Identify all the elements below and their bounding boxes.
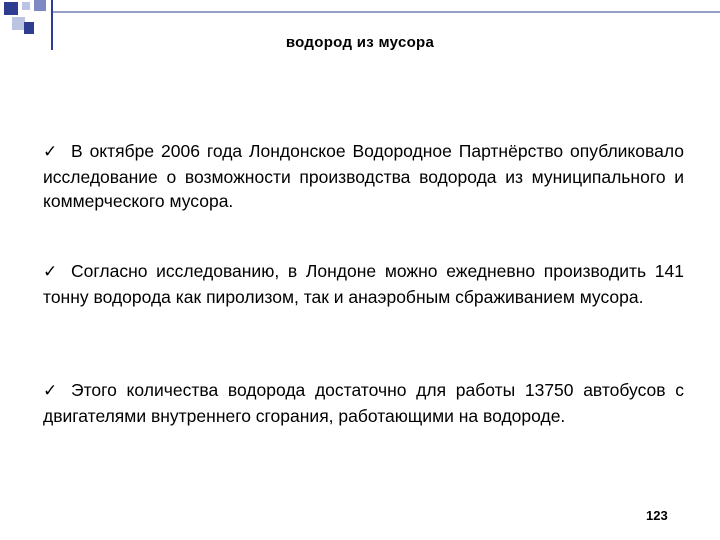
slide-title: водород из мусора — [285, 34, 435, 51]
bullet-item-1 — [43, 139, 684, 214]
check-icon: ✓ — [43, 262, 58, 282]
deco-square-2 — [22, 2, 30, 10]
page-number: 123 — [646, 508, 668, 523]
deco-square-1 — [4, 2, 18, 15]
bullet-text-2: Согласно исследованию, в Лондоне можно ежедневно производить 141 тонну водорода как пиролизом, так и анаэробным сбраживанием мусора. — [43, 261, 684, 307]
check-icon: ✓ — [43, 142, 58, 162]
bullet-item-3 — [43, 378, 684, 428]
bullet-text-3: Этого количества водорода достаточно для работы 13750 автобусов с двигателями внутреннего сгорания, работающими на водороде. — [43, 380, 684, 426]
bullet-item-2 — [43, 259, 684, 309]
header-decoration — [0, 0, 720, 60]
deco-square-4 — [12, 17, 25, 30]
bullet-text-1: В октябре 2006 года Лондонское Водородное Партнёрство опубликовало исследование о возможности производства водорода из муниципального и коммерческого мусора. — [43, 141, 684, 211]
deco-square-5 — [24, 22, 34, 34]
check-icon: ✓ — [43, 381, 58, 401]
deco-square-3 — [34, 0, 46, 11]
